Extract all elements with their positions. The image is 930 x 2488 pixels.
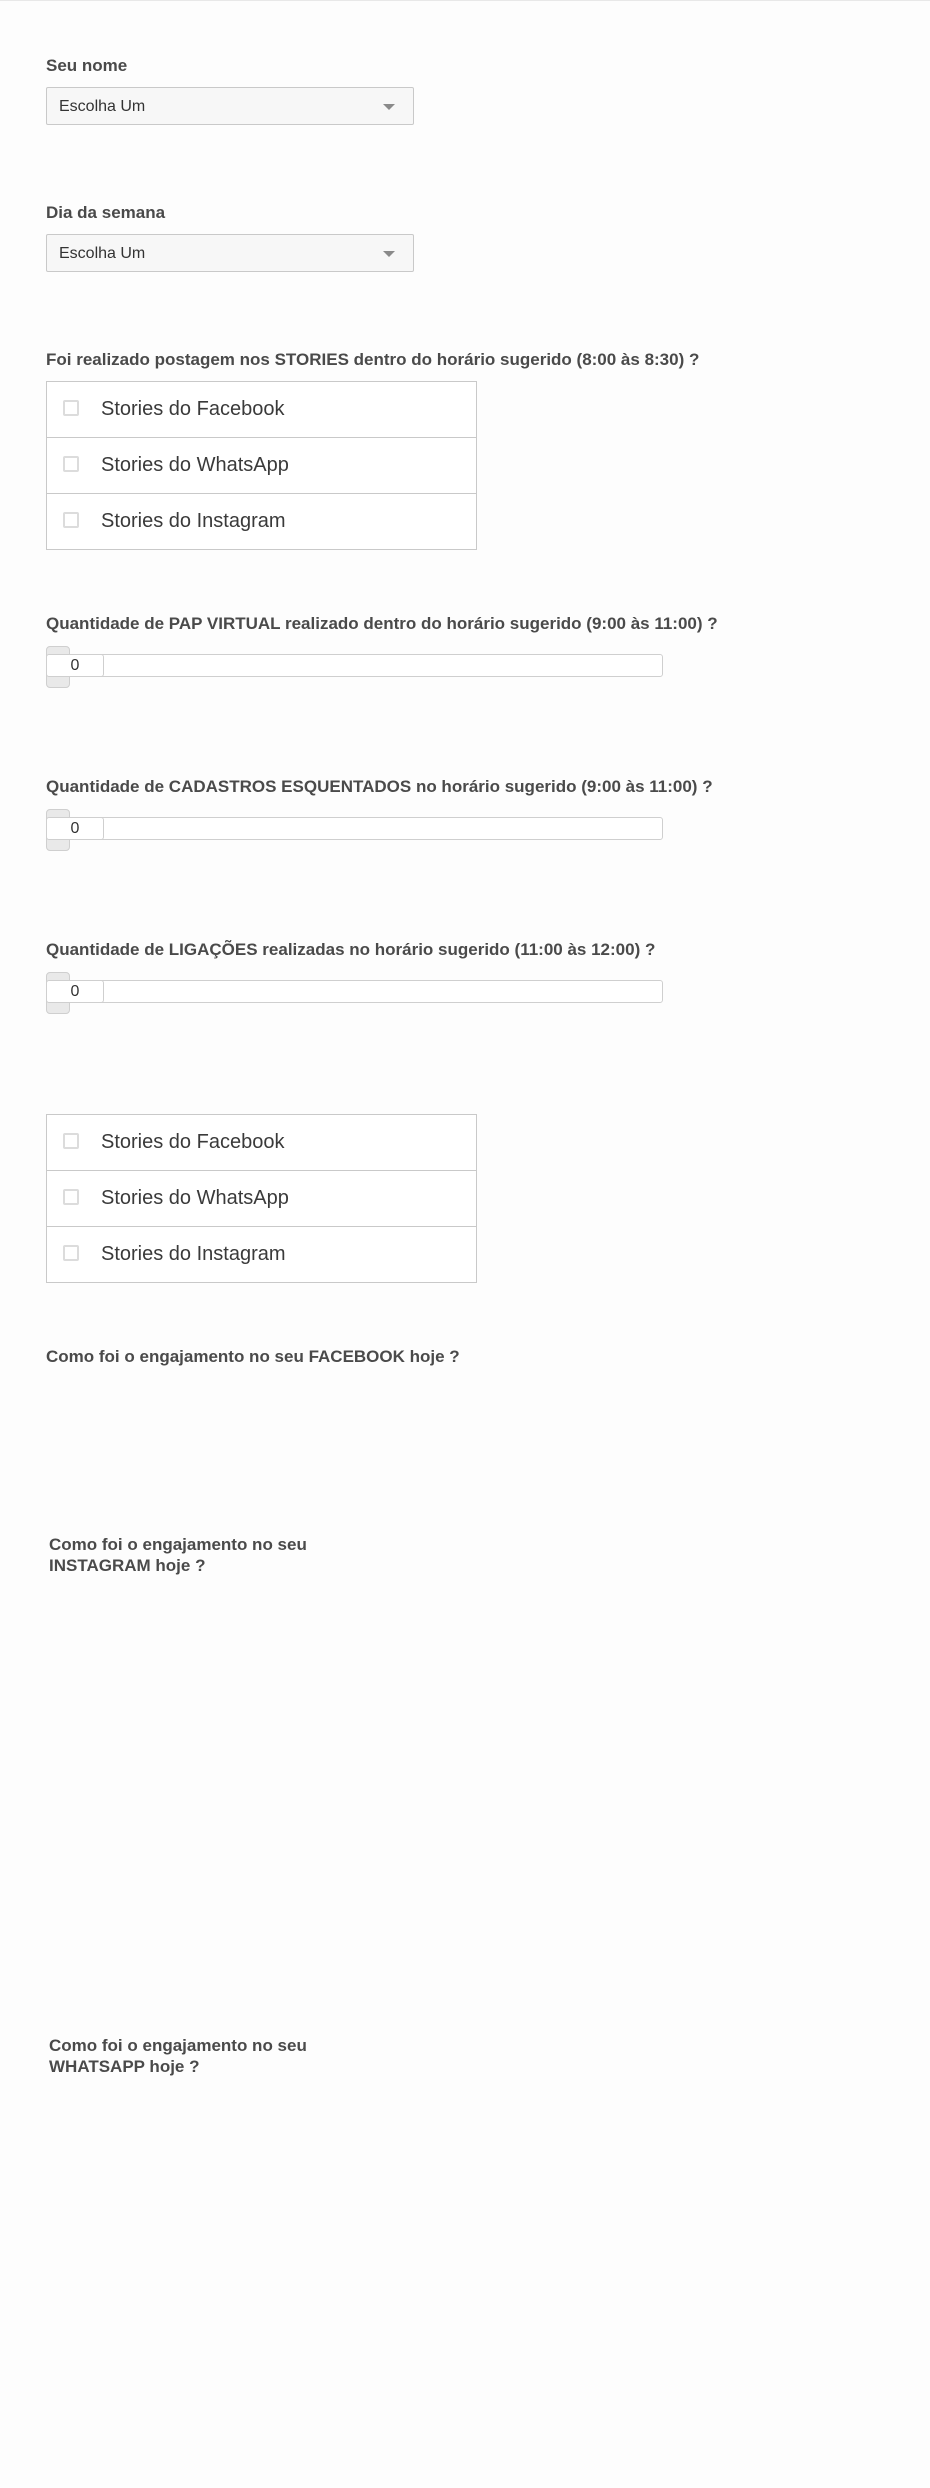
chevron-down-icon xyxy=(383,104,395,110)
ligacoes-label: Quantidade de LIGAÇÕES realizadas no horário sugerido (11:00 às 12:00) ? xyxy=(46,940,656,959)
weekday-select[interactable] xyxy=(46,234,414,272)
checkbox-option-whatsapp[interactable] xyxy=(47,438,476,494)
spinner-track[interactable] xyxy=(46,654,663,677)
name-label: Seu nome xyxy=(46,56,128,75)
checkbox[interactable] xyxy=(63,1245,79,1261)
cadastros-label: Quantidade de CADASTROS ESQUENTADOS no horário sugerido (9:00 às 11:00) ? xyxy=(46,777,713,796)
checkbox[interactable] xyxy=(63,512,79,528)
pap-virtual-spinner[interactable] xyxy=(46,646,663,688)
weekday-label: Dia da semana xyxy=(46,203,166,222)
chevron-down-icon xyxy=(383,251,395,257)
checkbox-label: Stories do WhatsApp xyxy=(101,454,289,476)
checkbox-option-facebook[interactable] xyxy=(47,382,476,438)
facebook-engagement-label: Como foi o engajamento no seu FACEBOOK hoje ? xyxy=(46,1347,460,1366)
ligacoes-spinner[interactable] xyxy=(46,972,663,1014)
weekday-select-value: Escolha Um xyxy=(59,245,146,262)
spinner-track[interactable] xyxy=(46,817,663,840)
whatsapp-engagement-label: Como foi o engajamento no seu WHATSAPP hoje ? xyxy=(49,2036,307,2076)
stories-question: Foi realizado postagem nos STORIES dentro do horário sugerido (8:00 às 8:30) ? xyxy=(46,350,700,369)
spinner-value[interactable]: 0 xyxy=(46,980,104,1003)
checkbox[interactable] xyxy=(63,1133,79,1149)
stories-checkbox-group-2 xyxy=(46,1114,477,1283)
spinner-track[interactable] xyxy=(46,980,663,1003)
instagram-engagement-label: Como foi o engajamento no seu INSTAGRAM hoje ? xyxy=(49,1535,307,1575)
name-select-value: Escolha Um xyxy=(59,98,146,115)
checkbox[interactable] xyxy=(63,400,79,416)
pap-virtual-label: Quantidade de PAP VIRTUAL realizado dentro do horário sugerido (9:00 às 11:00) ? xyxy=(46,614,718,633)
top-divider xyxy=(0,0,930,1)
checkbox-option-whatsapp[interactable] xyxy=(47,1171,476,1227)
spinner-value[interactable]: 0 xyxy=(46,817,104,840)
checkbox-option-facebook[interactable] xyxy=(47,1115,476,1171)
checkbox-option-instagram[interactable] xyxy=(47,494,476,549)
checkbox-label: Stories do Instagram xyxy=(101,510,286,532)
checkbox-label: Stories do Facebook xyxy=(101,398,285,420)
stories-checkbox-group xyxy=(46,381,477,550)
checkbox-label: Stories do WhatsApp xyxy=(101,1187,289,1209)
name-select[interactable] xyxy=(46,87,414,125)
checkbox[interactable] xyxy=(63,456,79,472)
checkbox-option-instagram[interactable] xyxy=(47,1227,476,1282)
spinner-value[interactable]: 0 xyxy=(46,654,104,677)
checkbox[interactable] xyxy=(63,1189,79,1205)
cadastros-spinner[interactable] xyxy=(46,809,663,851)
checkbox-label: Stories do Instagram xyxy=(101,1243,286,1265)
checkbox-label: Stories do Facebook xyxy=(101,1131,285,1153)
